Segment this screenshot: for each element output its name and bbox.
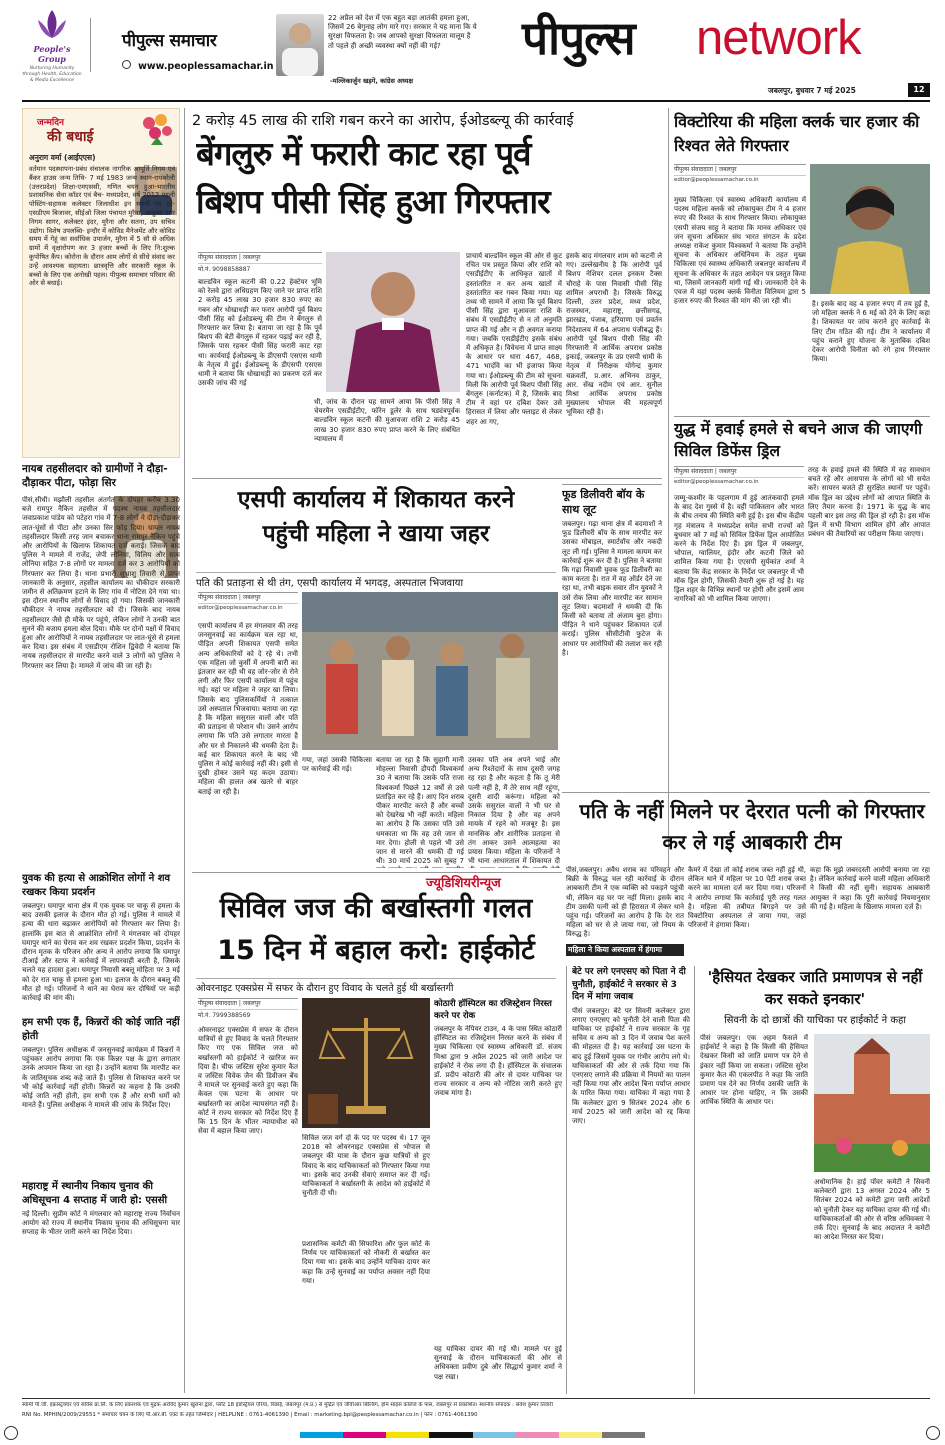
judge-col2: सिविल जज वर्ग दो के पद पर पदस्थ थे। 17 जून 2018 को ओवरनाइट एक्सप्रेस से भोपाल से जबलपुर की यात्रा के दौरान कुछ यात्रियों से हुए विवाद के बाद याचिकाकर्ता को गिरफ्तार किया गया था। इसके बाद उनकी सेवाएं समाप्त कर दी गईं। याचिकाकर्ता ने बर्खास्तगी के आदेश को हाईकोर्ट में चुनौती दी थी। bbox=[302, 1134, 430, 1198]
drill-byline: पीपुल्स संवाददाता | जबलपुर bbox=[674, 466, 804, 478]
footer-line-2: RNI No. MPHIN/2009/29551 * समाचार चयन के लिए पी.आर.बी. एक्ट के तहत जिम्मेदार | HELPLINE : 0761-4061390 | Email : marketing.bpl@peoplessamachar.co.in | फोन : 0761-4061390 bbox=[22, 1412, 478, 1418]
judge-mobile: मो.नं. 7999388569 bbox=[198, 1012, 251, 1019]
maha-body: नई दिल्ली। सुप्रीम कोर्ट ने मंगलवार को महाराष्ट्र राज्य निर्वाचन आयोग को राज्य में स्थानीय निकाय चुनाव की अधिसूचना चार सप्ताह के भीतर जारी करने का निर्देश दिया। bbox=[22, 1210, 180, 1237]
abkari-headline: पति के नहीं मिलने पर देररात पत्नी को गिरफ्तार कर ले गई आबकारी टीम bbox=[579, 799, 925, 854]
bishop-col2: प्राचार्य बाल्डविन स्कूल की ओर से कूट रचित पत्र प्रस्तुत किया और राशि को एसडीईटीए के आधिकृत खातों में हस्तांतरित न कर अन्य खातों में हस्तांतरित कर गबन किया गया। यह तथ्य भी सामने में आया कि पूर्व बिशप पीसी सिंह द्वारा मुआवजा राशि के संबंध में एसडीईटीए से न तो अनुमति प्राप्त की गई और न ही अवगत कराया गया। जबकि एसडीईटीए इसके संबंध में अधिकृत है। विवेचना में प्राप्त साक्ष्य के आधार पर धारा 467, 468, 471 भादंवि का भी इजाफा किया गया था। ईओडब्ल्यू की टीम को सूचना मिली कि आरोपी पूर्व बिशप पीसी सिंह बेंगलुरु (कर्नाटक) में है, जिसके बाद टीम ने वहां पर दबिश देकर उसे हिरासत में लिया और फ्लाइट से लेकर शहर आ गए, bbox=[466, 252, 562, 426]
poison-photo bbox=[302, 592, 558, 750]
caste-body: पीसं जबलपुर। एक अहम फैसले में हाईकोर्ट ने कहा है कि किसी की हैसियत देखकर किसी को जाति प्रमाण पत्र देने से इंकार नहीं किया जा सकता। जस्टिस सुरेश कुमार कैत की एकलपीठ ने कहा कि जाति प्रमाण पत्र देने का निर्णय उसकी जाति के आधार पर होना चाहिए, न कि उसकी आर्थिक स्थिति के आधार पर। bbox=[700, 1034, 808, 1107]
lotus-logo-icon bbox=[32, 8, 72, 44]
nsa-headline: बेटे पर लगे एनएसए को पिता ने दी चुनौती, हाईकोर्ट ने सरकार से 3 दिन में मांगा जवाब bbox=[572, 967, 686, 1002]
quote-attribution: -मल्लिकार्जुन खड़गे, कांग्रेस अध्यक्ष bbox=[330, 77, 414, 85]
maha-headline: महाराष्ट्र में स्थानीय निकाय चुनाव की अधिसूचना 4 सप्ताह में जारी हो: एससी bbox=[22, 1181, 168, 1206]
poison-col2: बताया जा रहा है कि सुहागी मानी मोहल्ला निवासी द्रौपदी विश्वकर्मा 30 ने बताया कि उसके पति राजा विश्वकर्मा पिछले 12 वर्षों से उसे प्रताड़ित कर रहे हैं। आए दिन शराब पीकर मारपीट करते हैं और बच्चों को देखरेख भी नहीं करते। महिला का आरोप है कि उसका पति उसे धमकाता था कि वह उसे जान से मार देगा। होली से पहले भी उसे जान से मारने की धमकी दी गई थी। 30 मार्च 2025 को सुबह 7 bbox=[376, 756, 464, 866]
birthday-name: अनुराग वर्मा (आईएएस) bbox=[29, 153, 96, 162]
hospital-tail: यह याचिका दायर की गई थी। मामले पर हुई सुनवाई के दौरान याचिकाकर्ता की ओर से अधिवक्ता प्रवीण दुबे और सिद्धार्थ कुमार शर्मा ने पक्ष रखा। bbox=[434, 1345, 562, 1381]
abkari-col1: पीसं,जबलपुर। अवैध शराब का परिवहन और बिक्री के विरुद्ध चल रही कार्रवाई के दौरान आबकारी टीम ने एक व्यक्ति को पकड़ने पहुंची थी, लेकिन वह घर पर नहीं मिला। इसके बाद टीम उसकी पत्नी को ही हिरासत में लेकर थाने पहुंच गई। परिजनों का आरोप है कि देर रात महिला को घर से ले जाया गया, जो नियम के विरुद्ध है। bbox=[566, 866, 684, 939]
poison-col1: एसपी कार्यालय में हर मंगलवार की तरह जनसुनवाई का कार्यक्रम चल रहा था, पीड़ित अपनी शिकायत एसपी समेत अन्य अधिकारियों को दे रहे थे। तभी एक महिला जो कुर्सी में अपनी बारी का इंतजार कर रही थी वह जोर-जोर से रोने लगी और फिर एसपी कार्यालय में पहुंच गई। यहां पर महिला ने जहर खा लिया। जिसके बाद पुलिसकर्मियों ने तत्काल उसे अस्पताल भिजवाया। बताया जा रहा है कि महिला ससुराल वालों और पति की प्रताड़ना से परेशान थी। उसने आरोप लगाया कि पति उसे लगातार मारता है और घर से निकालने की धमकी देता है। कई बार शिकायत करने के बाद भी पुलिस ने कोई कार्रवाई नहीं की। इसी से दुखी होकर उसने यह कदम उठाया। महिला की हालत अब खतरे से बाहर बताई जा रही है। bbox=[198, 622, 298, 796]
judge-col1: ओवरनाइट एक्सप्रेस में सफर के दौरान यात्रियों से हुए विवाद के चलते गिरफ्तार किए गए एक सिविल जज को बर्खास्तगी को हाईकोर्ट ने खारिज कर दिया है। चीफ जस्टिस सुरेश कुमार कैत व जस्टिस विवेक जैन की डिवीजन बेंच ने मामले पर सुनवाई करते हुए कहा कि केवल एक घटना के आधार पर बर्खास्तगी का आदेश न्यायसंगत नहीं है। कोर्ट ने राज्य सरकार को निर्देश दिए हैं कि 15 दिन के भीतर न्यायाधीश को सेवा में बहाल किया जाए। bbox=[198, 1026, 298, 1136]
clerk-photo bbox=[810, 164, 930, 294]
caste-caption: अधोमानिक है। हाई पॉवर कमेटी ने सिवनी कलेक्टरों द्वारा 13 अगस्त 2024 और 5 सितंबर 2024 को कमेटी द्वारा जारी आदेशों को चुनौती देकर यह याचिका दायर की गई थी। याचिकाकर्ताओं की ओर से वरिष्ठ अधिवक्ता ने तर्क दिए। सुनवाई के बाद अदालत ने कमेटी का आदेश निरस्त कर दिया। bbox=[814, 1178, 930, 1242]
poison-col3: उसका पति अब अपने भाई और अन्य रिश्तेदारों के साथ दूसरी जगह रह रहा है और कहता है कि तू मेरी पत्नी नहीं है, मैं तेरे साथ नहीं रहूंगा, दूसरी शादी करूंगा। महिला को उसके ससुराल वालों ने भी घर से निकाल दिया है और वह अपने मायके में रहने को मजबूर है। इस मानसिक और शारीरिक प्रताड़ना से तंग आकर उसने आत्महत्या का प्रयास किया। महिला के परिजनों ने भी थाना आधारताल में शिकायत दी bbox=[468, 756, 560, 866]
poison-headline-1: एसपी कार्यालय में शिकायत करने bbox=[237, 487, 515, 513]
birthday-title-main: की बधाई bbox=[47, 129, 94, 145]
brand-english: network bbox=[696, 11, 861, 65]
poison-email[interactable]: editor@peoplessamachar.co.in bbox=[198, 605, 283, 611]
brand-hindi: पीपुल्स bbox=[522, 11, 635, 65]
judge-kicker: ओवरनाइट एक्सप्रेस में सफर के दौरान हुए विवाद के चलते हुई थी बर्खास्तगी bbox=[196, 978, 556, 994]
caste-headline: 'हैसियत देखकर जाति प्रमाणपत्र से नहीं कर सकते इनकार' bbox=[707, 968, 923, 1008]
judge-headline-2: 15 दिन में बहाल करो: हाईकोर्ट bbox=[217, 935, 535, 966]
youth-body: जबलपुर। घमापुर थाना क्षेत्र में एक युवक पर चाकू से हमला के बाद उसकी इलाज के दौरान मौत हो गई। पुलिस ने मामले में हत्या की धारा बढ़ाकर आरोपियों को गिरफ्तार कर लिया है। हालांकि इस बात से आक्रोशित लोगों ने मंगलवार को दोपहर घमापुर थाने का घेराव कर शव रखकर प्रदर्शन किया, प्रदर्शन के दौरान मृतक के परिजन और अन्य ने आरोप लगाया कि घमापुर टीआई और स्टाफ ने कार्रवाई में लापरवाही बरती है, जिसके चलते यह हादसा हुआ। घमापुर निवासी बबलू मोहिता पर 3 मई को देर रात चाकू से हमला हुआ था। इलाज के दौरान बबलू की मौत हो गई। परिजनों ने थाने का घेराव कर दोषियों पर कड़ी कार्रवाई की मांग की। bbox=[22, 902, 180, 1003]
birthday-body: वर्तमान पदस्थापना-प्रबंध संचालक नागरिक आपूर्ति निगम एवं बैंकर हाउस जन्म तिथि- 7 मई 1983 जन्म स्थान-रायबरेली (उत्तरप्रदेश) शिक्षा-एमएससी, गणित चयन हुआ-भारतीय प्रशासनिक सेवा कॉडर एवं बैच- मध्यप्रदेश, वर्ष 2012 पहली पोस्टिंग-सहायक कलेक्टर जिलाधीश इन स्थानों पर रहे-एसडीएम बिजावर, सीईओ जिला पंचायत मुरैना, आयुक्त नगर निगम सागर, कलेक्टर इंदर, मुरैना और सतना, उप सचिव उद्योग। विशेष उपलब्धि- इन्दौर में कोविड मैनेजमेंट और कोविड समय में गेहूं का सर्वाधिक उपार्जन, मुरैना में 5 सौ से अधिक ग्रामों में वृक्षारोपण कर 3 हजार बच्चों के लिए नि:शुल्क कुपोषित कैंप। कोरोना के दौरान आम लोगों से सीधे संवाद कर उन्हें आवश्यक सहायता। छात्रवृत्ति और सरकारी स्कूल के बच्चों के लिए एक अनोखी पहल। पीपुल्स समाचार परिवार की ओर से बधाई। bbox=[29, 165, 175, 288]
color-bar bbox=[300, 1432, 645, 1438]
nsa-body: पीसं जबलपुर। बेटे पर सिवनी कलेक्टर द्वारा लगाए एनएसए को चुनौती देने वाली पिता की याचिका पर हाईकोर्ट ने राज्य सरकार के गृह सचिव व अन्य को 3 दिन में जवाब पेश करने की मोहलत दी है। यह कार्रवाई उस घटना के बाद हुई जिसमें युवक पर गंभीर आरोप लगे थे। याचिकाकर्ता की ओर से तर्क दिया गया कि एनएसए लगाने की प्रक्रिया में नियमों का पालन नहीं किया गया और आदेश बिना पर्याप्त आधार के पारित किया गया। याचिका में कहा गया है कि कलेक्टर द्वारा 9 सितंबर 2024 और 6 मार्च 2025 को जारी आदेश को रद्द किया जाए। bbox=[572, 1006, 690, 1125]
clerk-body-right: है। इसके बाद वह 4 हजार रुपए में तय हुई है, जो महिला क्लर्क ने 6 मई को देने के लिए कहा है। शिकायत पर जांच कराने हुए कार्रवाई के लिए टीम गठित की गई। टीम ने कार्यालय में पहुंच कराने हुए योजना के मुताबिक दबिश देकर आरोपी विनीता को रंगे हाथ गिरफ्तार किया। bbox=[812, 300, 930, 364]
group-name: People's Group bbox=[33, 44, 71, 64]
poison-caption: गया, जहां उसकी चिकित्सा पर कार्रवाई की गई। bbox=[302, 756, 372, 774]
youth-story bbox=[22, 872, 180, 1012]
judge-headline-1: सिविल जज की बर्खास्तगी गलत bbox=[219, 893, 533, 924]
drill-email[interactable]: editor@peoplessamachar.co.in bbox=[674, 479, 759, 485]
globe-icon bbox=[122, 60, 131, 69]
kinnar-story bbox=[22, 1016, 180, 1178]
drill-col2: तरह के हवाई हमले की स्थिति में वह सावधान बचते रहें और आसपास के लोगों को भी सचेत करें। सायरन बजते ही सुरक्षित स्थानों पर पहुंचें। मॉक ड्रिल का उद्देश्य लोगों को आपात स्थिति के लिए तैयार करना है। 1971 के युद्ध के बाद पहली बार इस तरह की ड्रिल हो रही है। इस मॉक ड्रिल में सभी विभाग शामिल होंगे और आपात प्रबंधन की तैयारियों का परीक्षण किया जाएगा। bbox=[808, 466, 930, 539]
caste-story bbox=[700, 966, 930, 1394]
food-body: जबलपुर। गढ़ा थाना क्षेत्र में बदमाशों ने फूड डिलीवरी बॉय के साथ मारपीट कर उसका मोबाइल, स्मार्टवॉच और नकदी लूट ली गई। पुलिस ने मामला कायम कर कार्रवाई शुरू कर दी है। पुलिस ने बताया कि गढ़ा निवासी युवक फूड डिलीवरी का काम करता है। रात में वह ऑर्डर देने जा रहा था, तभी बाइक सवार तीन युवकों ने उसे रोक लिया और मारपीट कर सामान लूट लिया। बदमाशों ने धमकी दी कि किसी को बताया तो अंजाम बुरा होगा। पीड़ित ने थाने पहुंचकर शिकायत दर्ज कराई। पुलिस सीसीटीवी फुटेज के आधार पर आरोपियों की तलाश कर रही है। bbox=[562, 520, 662, 657]
drill-col1: जम्मू-कश्मीर के पहलगाम में हुई आतंकवादी हमले के बाद देश गुस्से में है। वहीं पाकिस्तान और भारत के बीच तनाव की स्थिति बनी हुई है। इस बीच केंद्रीय गृह मंत्रालय ने मध्यप्रदेश समेत सभी राज्यों को बुधवार को 7 मई को सिविल डिफेंस ड्रिल आयोजित करने के निर्देश दिए हैं। इस ड्रिल में जबलपुर, भोपाल, ग्वालियर, इंदौर और कटनी जिले को शामिल किया गया है। एएसपी सुर्यकांत शर्मा ने बताया कि केंद्र सरकार के निर्देश पर जबलपुर में भी मॉक ड्रिल होगी, जिसकी तैयारी शुरू हो गई है। यह ड्रिल शहर के विभिन्न स्थानों पर होगी और इसमें आम नागरिकों को भी शामिल किया जाएगा। bbox=[674, 494, 804, 604]
birthday-box bbox=[22, 108, 180, 458]
clerk-body: मुख्य चिकित्सा एवं स्वास्थ्य अधिकारी कार्यालय में पदस्थ महिला क्लर्क को लोकायुक्त टीम ने 4 हजार रुपए की रिश्वत के साथ गिरफ्तार किया। लोकायुक्त एसपी संजय साहू ने बताया कि मानव अधिकार एवं जन सूचना अधिकार संघ भारत संगठन के प्रदेश अध्यक्ष राकेश कुमार विश्वकर्मा ने बताया कि उन्होंने सूचना के अधिकार अधिनियम के तहत मुख्य चिकित्सा एवं स्वास्थ्य अधिकारी जबलपुर कार्यालय में सूचना के अधिकार के तहत आवेदन पत्र प्रस्तुत किया था, जिसमें जानकारी मांगी गई थी। जानकारी देने के एवज में यहां पदस्थ क्लर्क विनीता विलियम द्वारा 5 हजार रुपए की रिश्वत की मांग की जा रही थी। bbox=[674, 196, 806, 306]
bishop-col3: इसके बाद मंगलवार शाम को कटनी ले गए। उल्लेखनीय है कि आरोपी पूर्व बिशप नेशियर दलल इनकम टैक्स चौराहे के पास निवासी पीसी सिंह शामिल अपराधी है। जिसके विरुद्ध दिल्ली, उत्तर प्रदेश, मध्य प्रदेश, राजस्थान, महाराष्ट्र, छत्तीसगढ़, झारखंड, पंजाब, हरियाणा एवं प्रवर्तन निदेशालय में 64 अपराध पंजीबद्ध हैं। आरोपी पूर्व बिशप पीसी सिंह की गिरफ्तारी में आर्थिक अपराध प्रकोष्ठ इकाई, जबलपुर के उप्र एसपी धामी के नेतृत्व में निरीक्षक योगेन्द्र कुमार चक्रवर्ती, प्र.आर. अभिनव ठाकुर, आर. सेंख नदीम एवं आर. सुनील मिश्रा आर्थिक अपराध प्रकोष्ठ मुख्यालय भोपाल की महत्वपूर्ण भूमिका रही है। bbox=[566, 252, 662, 417]
naib-story bbox=[22, 462, 180, 870]
website-link[interactable]: www.peoplessamachar.in bbox=[138, 61, 274, 72]
clerk-byline: पीपुल्स संवाददाता | जबलपुर bbox=[674, 164, 806, 176]
footer-line-1: स्वामी पी.जी. इंफ्रास्ट्रक्चर एवं सर्विस प्रा.लि. के लिए प्रकाशक एवं मुद्रक अरविंद कुमार खुराना द्वारा, प्लॉट 18 इंडस्ट्रियल एरिया, रिछाई, जबलपुर (म.प्र.) से मुद्रित एवं जीवीआर बिल्डिंग, होम साइंस कॉलेज के पास, जबलपुर से प्रकाशित। स्थानीय संपादक : सर्वेश कुमार तिवारी bbox=[22, 1402, 553, 1408]
clerk-email[interactable]: editor@peoplessamachar.co.in bbox=[674, 177, 759, 183]
clerk-headline: विक्टोरिया की महिला क्लर्क चार हजार की रिश्वत लेते गिरफ्तार bbox=[674, 112, 920, 155]
abkari-col3: कहा कि मुझे जबरदस्ती आरोपी बनाया जा रहा है। लेकिन कार्रवाई करने वाली महिला अधिकारी ने किसी की नहीं सुनी। सहायक आबकारी आयुक्त ने कहा कि पूरी कार्रवाई नियमानुसार की गई है। महिला के खिलाफ मामला दर्ज है। bbox=[810, 866, 930, 911]
kharge-photo bbox=[276, 14, 324, 76]
maha-story bbox=[22, 1180, 180, 1380]
hospital-story bbox=[434, 998, 562, 1394]
judge-col3: प्रशासनिक कमेटी की सिफारिश और फुल कोर्ट के निर्णय पर याचिकाकर्ता को नौकरी से बर्खास्त कर दिया गया था। इसके बाद उन्होंने याचिका दायर कर कहा कि उन्हें सुनवाई का पर्याप्त अवसर नहीं दिया गया। bbox=[302, 1240, 430, 1285]
bishop-caption: थी, जांच के दौरान यह सामने आया कि पीसी सिंह ने चेयरमैन एसडीईटीए, फॉरेन डूलेर के साथ षड्यंत्रपूर्वक बाल्डविन स्कूल कटनी की मुआवजा राशि 2 करोड़ 45 लाख 30 हजार 830 रुपए प्राप्त करने के लिए संबंधित न्यायालय में bbox=[314, 398, 460, 443]
scale-of-justice-icon bbox=[302, 998, 430, 1128]
flower-bouquet-icon bbox=[137, 111, 177, 151]
hospital-headline: कोठारी हॉस्पिटल का रजिस्ट्रेशन निरस्त करने पर रोक bbox=[434, 999, 552, 1021]
dateline: जबलपुर, बुधवार 7 मई 2025 bbox=[768, 86, 856, 95]
abkari-subhead: महिला ने किया अस्पताल में हंगामा bbox=[566, 944, 684, 956]
bishop-headline-1: बेंगलुरु में फरारी काट रहा पूर्व bbox=[196, 134, 531, 173]
paper-name-text: पीपुल्स समाचार bbox=[122, 31, 217, 51]
paper-name bbox=[122, 28, 217, 52]
judge-byline: पीपुल्स संवाददाता | जबलपुर bbox=[198, 998, 298, 1010]
caste-subhead: सिवनी के दो छात्रों की याचिका पर हाईकोर्ट ने कहा bbox=[724, 1015, 906, 1026]
drill-headline: युद्ध में हवाई हमले से बचने आज की जाएगी सिविल डिफेंस ड्रिल bbox=[674, 420, 923, 460]
high-court-photo bbox=[814, 1034, 930, 1172]
bishop-headline-2: बिशप पीसी सिंह हुआ गिरफ्तार bbox=[196, 182, 550, 221]
quote-text: 22 अप्रैल को देश में एक बहुत बड़ा आतंकी हमला हुआ, जिसमें 26 बेगुनाह लोग मारे गए। सरकार ने यह माना कि ये सुरक्षा विफलता है। जब आपको सुरक्षा विफलता मालूम है तो पहले ही अच्छी व्यवस्था क्यों नहीं की गई? bbox=[328, 14, 477, 50]
registration-mark bbox=[4, 1426, 18, 1440]
group-tagline: Nurturing Humanity through Health, Education & Media Excellence bbox=[22, 66, 82, 83]
naib-headline: नायब तहसीलदार को ग्रामीणों ने दौड़ा-दौड़ाकर पीटा, फोड़ा सिर bbox=[22, 463, 168, 489]
registration-mark bbox=[926, 1426, 940, 1440]
poison-byline: पीपुल्स संवाददाता | जबलपुर bbox=[198, 592, 298, 604]
youth-headline: युवक की हत्या से आक्रोशित लोगों ने शव रखकर किया प्रदर्शन bbox=[22, 873, 171, 898]
poison-kicker: पति की प्रताड़ना से थी तंग, एसपी कार्यालय में भगदड़, अस्पताल भिजवाया bbox=[196, 572, 556, 589]
birthday-title-top: जन्मदिन bbox=[37, 118, 65, 128]
hospital-body: जबलपुर के नेपियर टाउन, 4 के पास स्थित कोठारी हॉस्पिटल का रजिस्ट्रेशन निरस्त करने के संबंध में मुख्य चिकित्सा एवं स्वास्थ्य अधिकारी डॉ. संजय मिश्रा द्वारा 9 अप्रैल 2025 को जारी आदेश पर हाईकोर्ट ने रोक लगा दी है। हॉस्पिटल के संचालक डॉ. प्रदीप कोठारी की ओर से दायर याचिका पर राज्य सरकार व अन्य को नोटिस जारी करते हुए जवाब मांगा है। bbox=[434, 1025, 562, 1098]
peoples-group-logo bbox=[22, 8, 82, 88]
bishop-byline: पीपुल्स संवाददाता | जबलपुर bbox=[198, 252, 322, 264]
justice-scale-photo bbox=[302, 998, 430, 1128]
bishop-kicker: 2 करोड़ 45 लाख की राशि गबन करने का आरोप, ईओडब्ल्यू की कार्रवाई bbox=[192, 113, 574, 129]
judiciary-tag-text: ज्यूडिशियरीन्यूज bbox=[426, 876, 501, 891]
abkari-col2: कैमरे में देखा तो कोई शराब जब्त नहीं हुई थी, लेकिन थाने में महिला पर 10 पेटी शराब जब्त करने का मामला दर्ज कर दिया गया। परिजनों ने आरोप लगाया कि कार्रवाई पूरी तरह गलत है। महिला की तबीयत बिगड़ने पर उसे विक्टोरिया अस्पताल ले जाया गया, जहां परिजनों ने हंगामा किया। bbox=[688, 866, 806, 930]
nsa-story bbox=[572, 966, 690, 1394]
masthead bbox=[0, 0, 945, 100]
bishop-mobile: मो.नं. 9098858887 bbox=[198, 266, 251, 273]
naib-body: पीसं,सीधी। मझौली तहसील अंतर्गत के दोपहर करीब 3.30 बजे रामपुर नैकिन तहसील में पदस्थ नायब तहसीलदार जवाप्रकाश पांडेय को पटेहरा गांव में 7-8 लोगों ने दौड़ा-दौड़ाकर लात-घूंसों से पीटा और उनका सिर फोड़ दिया। घायल नायब तहसीलदार किसी तरह जान बचाकर थाना रामपुर नैकिन पहुंचे और आरोपियों के खिलाफ शिकायत दर्ज कराई। जिसके बाद पुलिस ने मामले में राजेंद्र, जेपी लोनिया, विलिय और सत्य लोनिया सहित 7-8 लोगों पर मामला दर्ज कर 3 आरोपियों को गिरफ्तार कर लिया है। थाना प्रभारी शुभ्राशु तिवारी से प्राप्त जानकारी के अनुसार, तहसील कार्यालय का चौकीदार सरकारी जमीन से अतिक्रमण हटाने के लिए गांव में नोटिस देने गया था। इस दौरान स्थानीय लोगों से विवाद हो गया। जिसकी जानकारी चौकीदार ने नायब तहसीलदार को दी। जिसके बाद नायब तहसीलदार जैसे ही मौके पर पहुंचे, लेकिन लोगों ने उनकी बात सुनने की बजाय हमला बोल दिया। मौके पर दोनों पक्षों में विवाद हुआ और आरोपियों ने नायब तहसीलदार पर लात-घूंसे से हमला कर दिया। इस संबंध में एसडीएम रोशिन द्विवेदी ने बताया कि नायब तहसीलदार से मारपीट करने वाले 3 लोगों को पुलिस ने गिरफ्तार कर लिया है। मामले में जांच की जा रही है। bbox=[22, 496, 180, 670]
poison-headline-2: पहुंची महिला ने खाया जहर bbox=[262, 521, 490, 547]
bishop-col1: बाल्डविन स्कूल कटनी की 0.22 हेक्टेयर भूमि को रेलवे द्वारा अधिग्रहण किए जाने पर प्राप्त राशि 2 करोड़ 45 लाख 30 हजार 830 रुपए का गबन और धोखाधड़ी कर फरार आरोपी पूर्व बिशप पीसी सिंह को ईओडब्ल्यू की टीम ने बेंगलुरु से गिरफ्तार कर लिया है। बताया जा रहा है कि पूर्व बिशप की बेटी बेंगलुरु में रहकर पढ़ाई कर रही है, जिसके पास रहकर पीसी सिंह फरारी काट रहा था। कार्यवाई ईओडब्ल्यू के डीएसपी एसएस धामी के नेतृत्व में हुई। ईओडब्ल्यू के डीएसपी एसएस धामी ने बताया कि धोखाधड़ी का प्रकरण दर्ज कर उसकी जांच की गई bbox=[198, 278, 322, 388]
kinnar-headline: हम सभी एक हैं, किन्नरों की कोई जाति नहीं होती bbox=[22, 1017, 180, 1042]
page-number: 12 bbox=[908, 83, 930, 97]
kinnar-body: जबलपुर। पुलिस अधीक्षक में जनसुनवाई कार्यक्रम में किन्नरों ने पहुंचकर आरोप लगाया कि एक किन्नर पक्ष के द्वारा लगातार उनके अपमान किया जा रहा है। उन्होंने बताया कि मारपीट कर के जातिसूचक शब्द कहे जाते हैं। पुलिस से शिकायत करने पर भी कोई कार्रवाई नहीं होती। किन्नरों का कहना है कि उनकी कोई जाति नहीं होती, हम सभी एक हैं और सभी धर्मों को मानते हैं। पुलिस अधीक्षक ने मामले की जांच के निर्देश दिए। bbox=[22, 1046, 180, 1110]
food-headline: फूड डिलीवरी बॉय के साथ लूट bbox=[562, 484, 662, 517]
bishop-photo bbox=[326, 252, 460, 392]
